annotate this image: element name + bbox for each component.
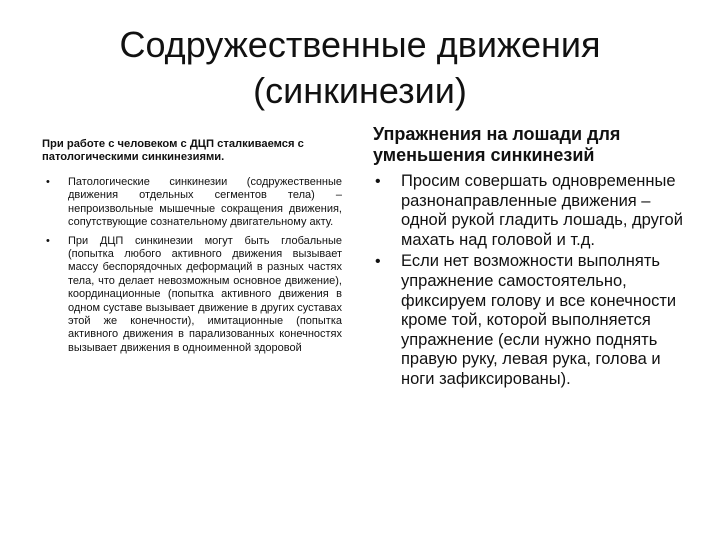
left-list-item [42,176,342,230]
bullet-icon: • [375,253,381,271]
slide-title [60,22,660,114]
left-intro-text: При работе с человеком с ДЦП сталкиваемся с патологическими синкинезиями. [42,138,304,163]
right-list-item-text: Если нет возможности выполнять упражнение самостоятельно, фиксируем голову и все конечности кроме той, которой выполняется упражнение (если нужно поднять правую руку, левая рука, голова и ноги зафиксированы). [401,252,677,388]
right-bullet-list [373,172,693,390]
right-column [373,124,693,392]
bullet-icon: • [46,234,50,247]
right-heading: Упражнения на лошади для уменьшения синкинезий [373,124,621,165]
left-list-item-text: Патологические синкинезии (содружественные движения отдельных сегментов тела) – непроизвольные мышечные сокращения движения, сопутствующие сознательному двигательному акту. [68,176,342,229]
bullet-icon: • [375,173,381,190]
right-list-item [373,172,693,250]
left-list-item-text: При ДЦП синкинезии могут быть глобальные (попытка любого активного движения вызывает массу беспорядочных деформаций в разных частях тела, что делает невозможным основное движение), координационные (попытка активного движения в одном суставе вызывает движение в других суставах этой же конечности), имитационные (попытка активного движения в парализованных конечностях вызывает движения в одноименной здоровой [68,234,342,354]
right-list-item [373,252,693,389]
right-list-item-text: Просим совершать одновременные разнонаправленные движения – одной рукой гладить лошадь, другой махать над головой и т.д. [401,172,683,249]
left-bullet-list [42,176,342,355]
bullet-icon: • [46,176,50,188]
left-column [42,138,342,360]
slide-title-line-1: Содружественные движения [119,24,601,65]
slide-title-line-2: (синкинезии) [253,70,467,111]
left-list-item [42,235,342,356]
